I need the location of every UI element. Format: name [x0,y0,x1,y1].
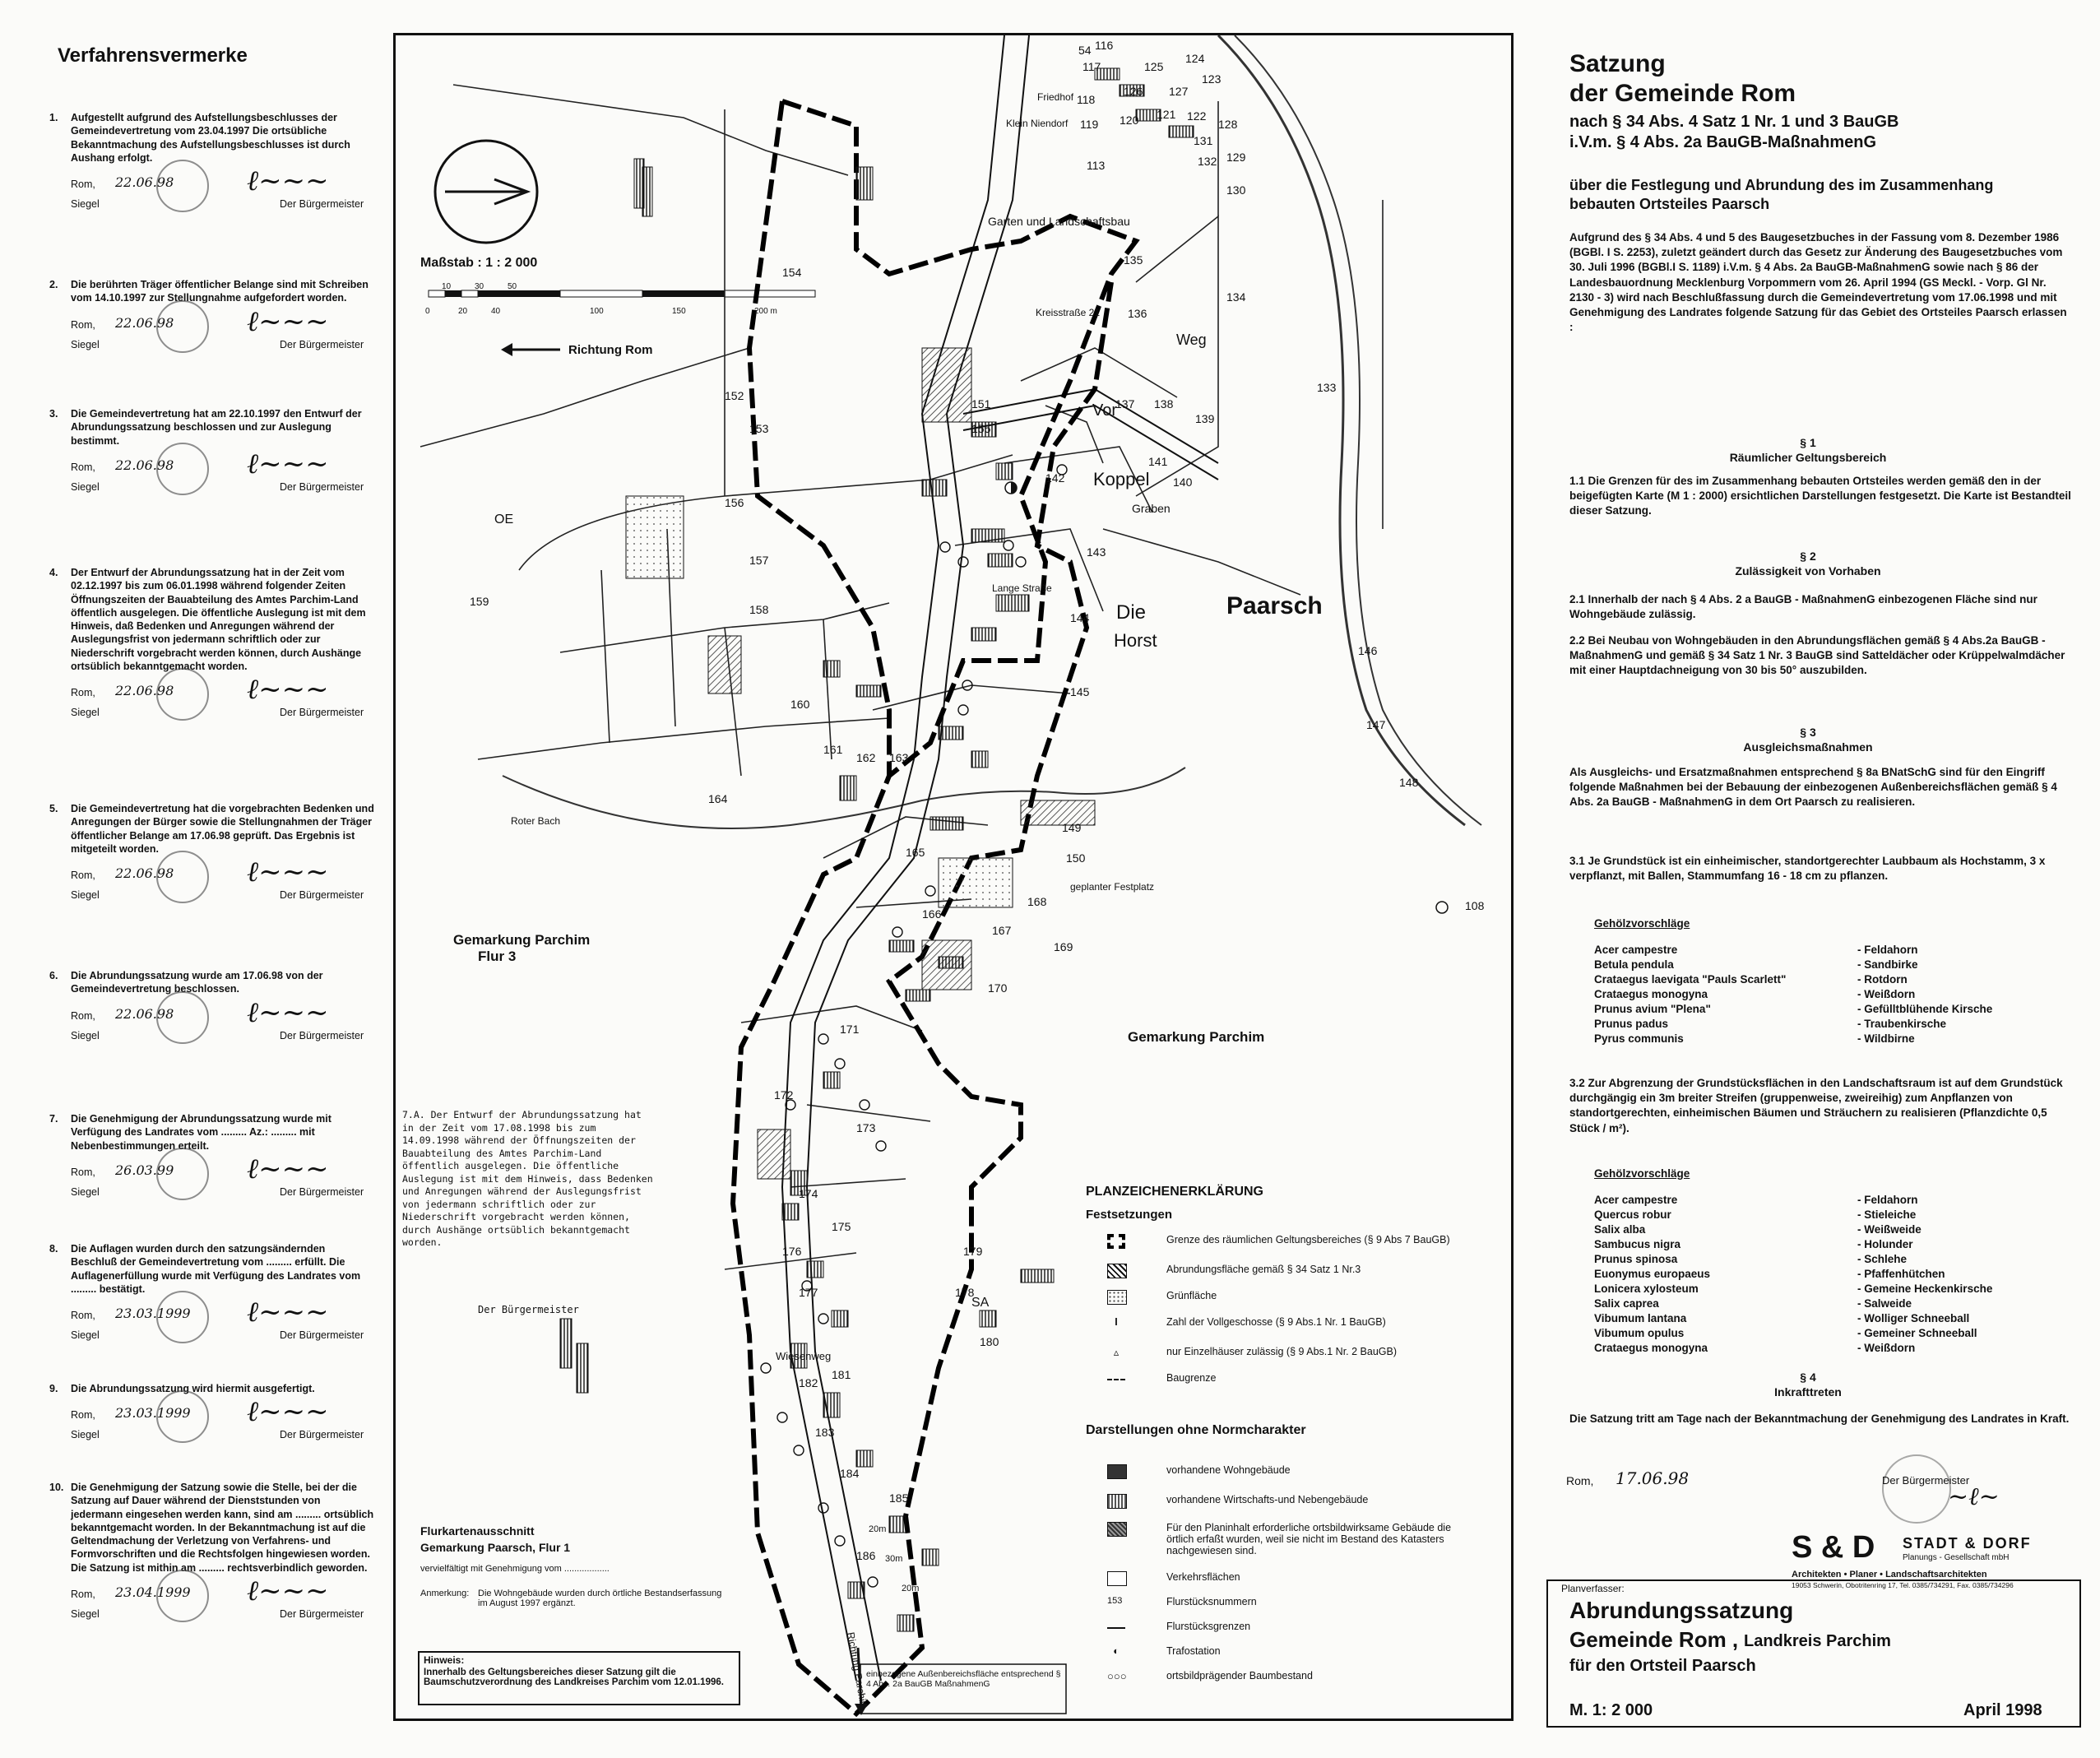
building [939,957,963,968]
tree [958,557,968,567]
note-7a: 7.A. Der Entwurf der Abrundungssatzung hat in der Zeit vom 17.08.1998 bis zum 14.09.1998 während der Öffnungszeiten der Bauabteilung des Amtes Parchim-Land öffentlich ausgelegen. Die öffentliche Auslegung ist mit dem Hinweis, dass Bedenken und Anregungen während der Auslegungsfrist von jedermann schriftlich oder zur Niederschrift vorgebracht werden können, durch Aushänge ortsüblich bekanntgemacht worden. [402,1109,653,1249]
siegel-stamp-icon [156,443,209,495]
tree [876,1141,886,1151]
parcel-number: 118 [1077,93,1096,106]
place-label: Garten und Landschaftsbau [988,215,1130,228]
village-label: Paarsch [1226,592,1323,619]
signature-icon: ℓ~~~ [247,165,329,197]
tree [777,1412,787,1422]
signature-block: Rom, 22.06.98 Siegel ℓ~~~ Der Bürgermeister [49,860,374,893]
parcel-number: 144 [1070,611,1090,624]
signature-icon: ℓ~~~ [247,1574,329,1607]
place-label: Horst [1114,630,1157,651]
preamble: Aufgrund des § 34 Abs. 4 und 5 des Baugesetzbuches in der Fassung vom 8. Dezember 1986 (BGBl. I S. 2253), zuletzt geändert durch das Gesetz zur Änderung des Baugesetzbuches vom 30. Juli 1996 (BGBl.I S. 1189) i.V.m. § 4 Abs. 2a BauGB-MaßnahmenG sowie nach § 86 der Landesbauordnung Mecklenburg Vorpommern vom 26. April 1994 (GS Meckl. - Vorp. Gl Nr. 2130 - 3) wird nach Beschlußfassung durch die Gemeindevertretung vom 17.06.1998 und mit Genehmigung des Landrates folgende Satzung für das Gebiet des Ortsteiles Paarsch erlassen : [1569,231,2067,334]
legend-symbol-icon [1107,1627,1125,1629]
parcel-number: 154 [782,266,802,279]
abrundungsflaeche [922,348,971,422]
richtung-rom-arrow-icon [501,343,560,356]
parcel-number: 174 [799,1187,818,1200]
parcel-number: 177 [799,1286,818,1299]
tree [892,927,902,937]
parcel-number: 150 [1066,851,1086,865]
parcel-number: 178 [955,1286,975,1299]
place-label: Friedhof [1037,91,1074,103]
signature-block: Rom, 22.06.98 Siegel ℓ~~~ Der Bürgermeister [49,1001,374,1034]
parcel-number: 117 [1082,60,1101,73]
parcel-number: 134 [1226,290,1246,304]
plant-row: Prunus spinosa - Schlehe [1594,1253,1908,1265]
vermerk-item: 6. Die Abrundungssatzung wurde am 17.06.98 von der Gemeindevertretung beschlossen. Rom, 22.06.98 Siegel ℓ~~~ Der Bürgermeister [49,969,374,1034]
vermerk-item: 4. Der Entwurf der Abrundungssatzung hat in der Zeit vom 02.12.1997 bis zum 06.01.1998 während folgender Zeiten Öffnungszeiten der Bauabteilung des Amtes Parchim-Land öffentlich ausgelegen. Die öffentliche Auslegung ist mit dem Hinweis, daß Bedenken und Anregungen während der Auslegungsfrist von jedermann schriftlich oder zur Niederschrift vorgebracht werden können, durch Aushänge ortsüblich bekanntgemacht worden. Rom, 22.06.98 Siegel ℓ~~~ Der Bürgermeister [49,566,374,711]
signature-block: Rom, 22.06.98 Siegel ℓ~~~ Der Bürgermeister [49,169,374,202]
signature-icon: ℓ~~~ [247,856,329,888]
vermerk-date: 23.04.1999 [115,1584,191,1600]
parcel-number: 171 [840,1023,860,1036]
einbezogen-note: einbezogene Außenbereichsfläche entsprechend § 4 Abs. 2a BauGB MaßnahmenG [866,1669,1061,1689]
legend-symbol-icon [1107,1494,1127,1509]
title-box: Abrundungssatzung Gemeinde Rom , Landkreis Parchim für den Ortsteil Paarsch M. 1: 2 000 April 1998 [1546,1579,2081,1728]
building [856,1450,873,1467]
parcel-number: 143 [1087,545,1106,559]
building [856,167,873,200]
parcel-number: 173 [856,1121,876,1134]
building [642,167,652,216]
signature-icon: ℓ~~~ [247,447,329,480]
flurkarte-title: Flurkartenausschnitt [420,1524,535,1538]
parcel-number: 168 [1027,895,1047,908]
buildings-group [560,68,1194,1631]
road-east-line [1218,35,1465,825]
building [848,1582,865,1598]
parcel-number: 130 [1226,183,1246,197]
signature-icon: ~ℓ~ [1948,1482,2000,1511]
scale-tick-label: 0 [425,307,430,316]
signature-block: Rom, 26.03.99 Siegel ℓ~~~ Der Bürgermeister [49,1157,374,1190]
legend-symbol-icon [1107,1571,1127,1586]
parcel-number: 169 [1054,940,1073,953]
plant-row: Sambucus nigra - Holunder [1594,1238,1913,1250]
plant-row: Pyrus communis - Wildbirne [1594,1032,1915,1045]
parcel-number: 162 [856,751,876,764]
north-arrow-icon [435,141,537,243]
building [577,1343,588,1393]
scale-tick-label: 20 [458,307,468,316]
parcel-number: 108 [1465,899,1485,912]
vermerk-item: 1. Aufgestellt aufgrund des Aufstellungsbeschlusses der Gemeindevertretung vom 23.04.1997 Die ortsübliche Bekanntmachung des Aufstellungsbeschlusses ist durch Aushang erfolgt. Rom, 22.06.98 Siegel ℓ~~~ Der Bürgermeister [49,111,374,202]
place-label: Die [1116,601,1147,624]
signature-icon: ℓ~~~ [247,1395,329,1429]
tree [1004,540,1013,550]
gemarkung-label-2: Gemarkung Parchim [1128,1029,1265,1045]
scale-tick-label: 10 [442,282,452,291]
legend-symbol-icon: ◐ [1113,1645,1120,1657]
parcel-number: 185 [889,1491,909,1505]
parcel-number: 142 [1045,471,1065,485]
siegel-stamp-icon [156,1291,209,1343]
parcel-number: 184 [840,1467,860,1480]
plant-row: Lonicera xylosteum - Gemeine Heckenkirsche [1594,1283,1993,1295]
siegel-stamp-icon [156,1148,209,1200]
building [922,1549,939,1566]
place-label: OE [494,513,514,526]
vermerk-date: 22.06.98 [115,1005,174,1022]
parcel-number: 127 [1169,85,1189,98]
vermerk-date: 22.06.98 [115,865,174,881]
parcel-number: 123 [1202,72,1222,86]
plant-row: Salix alba - Weißweide [1594,1223,1922,1236]
building [1021,1269,1054,1283]
signature-block: Rom, 22.06.98 Siegel ℓ~~~ Der Bürgermeister [49,310,374,343]
parcel-number: 181 [832,1368,851,1381]
plant-row: Crataegus monogyna - Weißdorn [1594,988,1916,1000]
parcel-number: 153 [749,422,769,435]
parcel-number: 155 [971,422,991,435]
box-title: Abrundungssatzung [1569,1598,1794,1623]
parcel-number: 148 [1399,776,1419,789]
scale-tick-label: 40 [491,307,501,316]
siegel-stamp-icon [156,991,209,1044]
place-label: Vor [1092,401,1118,420]
plant-row: Betula pendula - Sandbirke [1594,958,1918,971]
scale-tick-label: 150 [672,307,686,316]
vermerk-date: 22.06.98 [115,683,174,698]
verfahrensvermerke-column [33,33,374,1719]
vermerk-item: 5. Die Gemeindevertretung hat die vorgebrachten Bedenken und Anregungen der Bürger sowie die Stellungnahmen der Träger öffentlicher Belange am 17.06.98 geprüft. Das Ergebnis ist mitgeteilt worden. Rom, 22.06.98 Siegel ℓ~~~ Der Bürgermeister [49,802,374,893]
building [832,1310,848,1327]
parcel-number: 176 [782,1245,802,1258]
legend-symbol-icon: I [1115,1316,1118,1328]
parcel-number: 158 [749,603,769,616]
parcel-number: 145 [1070,685,1090,698]
parcel-number: 152 [725,389,744,402]
building [939,726,963,740]
parcel-number: 129 [1226,151,1246,164]
vermerk-date: 22.06.98 [115,174,174,190]
parcel-number: 135 [1124,253,1143,267]
plant-row: Prunus padus - Traubenkirsche [1594,1018,1947,1030]
plant-row: Crataegus monogyna - Weißdorn [1594,1342,1916,1354]
parcel-number: 122 [1187,109,1207,123]
trees-group [761,465,1067,1587]
scale-tick-label: 50 [508,282,517,291]
place-label: Kreisstraße 21 [1036,307,1101,318]
box-scale: M. 1: 2 000 [1569,1701,1653,1719]
parcel-number: 120 [1120,114,1139,127]
parcel-number: 186 [856,1549,876,1562]
parcel-number: 163 [889,751,909,764]
legend-symbol-icon: ▵ [1113,1347,1120,1358]
parcel-number: 182 [799,1376,818,1389]
parcel-number: 125 [1144,60,1164,73]
parcel-number: 133 [1317,381,1337,394]
plant-row: Crataegus laevigata "Pauls Scarlett" - Rotdorn [1594,973,1908,986]
building [823,1072,840,1088]
plant-row: Acer campestre - Feldahorn [1594,1194,1918,1206]
verfahrensvermerke-title: Verfahrensvermerke [58,44,248,67]
signature-block: Rom, 22.06.98 Siegel ℓ~~~ Der Bürgermeister [49,452,374,485]
satzung-date: 17.06.98 [1616,1468,1690,1488]
tree [794,1445,804,1455]
place-label: Weg [1176,332,1207,348]
parcel-number: 119 [1080,118,1099,131]
parcel-number: 167 [992,924,1012,937]
dimension-label: 30m [885,1554,903,1564]
building [980,1310,996,1327]
building [889,940,914,952]
place-label: Wiesenweg [776,1350,832,1362]
vermerk-item: 8. Die Auflagen wurden durch den satzungsändernden Beschluß der Gemeindevertretung vom ......... erfüllt. Die Auflagenerfüllung wurde mit Verfügung des Landrates vom ......... bestätigt. Rom, 23.03.1999 Siegel ℓ~~~ Der Bürgermeister [49,1242,374,1334]
plants-list-2 [1594,1193,1992,1356]
parcel-number: 138 [1154,397,1174,411]
vermerk-item: 9. Die Abrundungssatzung wird hiermit ausgefertigt. Rom, 23.03.1999 Siegel ℓ~~~ Der Bürgermeister [49,1382,374,1433]
tree [940,542,950,552]
parcel-boundaries [420,85,1386,1269]
parcel-number: 179 [963,1245,983,1258]
parcel-number: 131 [1194,134,1213,147]
place-label: Koppel [1093,469,1150,489]
legend-symbol-icon [1107,1522,1127,1537]
parcel-number: 147 [1366,718,1386,731]
parcel-number: 166 [922,907,942,921]
vermerk-item: 7. Die Genehmigung der Abrundungssatzung wurde mit Verfügung des Landrates vom ......... Az.: ......... mit Nebenbestimmungen erteilt. Rom, 26.03.99 Siegel ℓ~~~ Der Bürgermeister [49,1112,374,1190]
legend-symbol-icon [1107,1464,1127,1479]
building [782,1204,799,1220]
vermerk-date: 23.03.1999 [115,1405,191,1422]
signature-block: Rom, 23.03.1999 Siegel ℓ~~~ Der Bürgermeister [49,1400,374,1433]
parcel-number: 132 [1198,155,1217,168]
vermerk-date: 23.03.1999 [115,1306,191,1321]
dimension-label: 20m [902,1584,920,1593]
parcel-number: 137 [1115,397,1135,411]
dimension-label: 20m [869,1524,887,1534]
legend-symbol-icon: ○○○ [1107,1670,1127,1682]
plant-row: Prunus avium "Plena" - Gefülltblühende Kirsche [1594,1003,1993,1015]
building [1169,126,1194,137]
gruenflaeche [939,858,1013,907]
building [823,661,840,677]
parcel-number: 146 [1358,644,1378,657]
parcel-number: 160 [790,698,810,711]
parcel-number: 149 [1062,821,1082,834]
parcel-number: 139 [1195,412,1215,425]
tree [925,886,935,896]
vermerk-date: 22.06.98 [115,314,174,331]
vermerk-date: 26.03.99 [115,1162,174,1178]
place-label: Roter Bach [511,815,561,827]
parcel-number: 170 [988,981,1008,995]
siegel-stamp-icon [156,160,209,212]
place-label: Klein Niendorf [1006,118,1069,129]
trafostation-icon [1005,482,1017,494]
parcel-number: 165 [906,846,925,859]
plant-row: Quercus robur - Stieleiche [1594,1208,1917,1221]
tree [958,705,968,715]
building [856,685,881,697]
satzung-column: Satzung der Gemeinde Rom nach § 34 Abs. 4 Satz 1 Nr. 1 und 3 BauGB i.V.m. § 4 Abs. 2a BauGB-MaßnahmenG über die Festlegung und Abrundung des im Zusammenhang bebauten Ortsteiles Paarsch Aufgrund des § 34 Abs. 4 und 5 des Baugesetzbuches in der Fassung vom 8. Dezember 1986 (BGBl. I S. 2253), zuletzt geändert durch das Gesetz zur Änderung des Baugesetzbuches vom 30. Juli 1996 (BGBl.I S. 1189) i.V.m. § 4 Abs. 2a BauGB-MaßnahmenG sowie nach § 86 der Landesbauordnung Mecklenburg Vorpommern vom 26. April 1994 (GS Meckl. - Vorp. Gl Nr. 2130 - 3) wird nach Beschlußfassung durch die Gemeindevertretung vom 17.06.1998 und mit Genehmigung des Landrates folgende Satzung für das Gebiet des Ortsteiles Paarsch erlassen : § 1 Räumlicher Geltungsbereich 1.1 Die Grenzen für des im Zusammenhang bebauten Ortsteiles werden gemäß den in der beigefügten Karte (M 1 : 2000) ersichtlichen Darstellungen festgesetzt. Die Karte ist Bestandteil dieser Satzung. § 2 Zulässigkeit von Vorhaben 2.1 Innerhalb der nach § 4 Abs. 2 a BauGB - MaßnahmenG einbezogenen Fläche sind nur Wohngebäude zulässig. 2.2 Bei Neubau von Wohngebäuden in den Abrundungsflächen gemäß § 4 Abs.2a BauGB - MaßnahmenG und gemäß § 34 Satz 1 Nr. 3 BauGB sind Satteldächer oder Krüppelwalmdächer mit einer Hauptdachneigung von 30 bis 50° auszubilden. § 3 Ausgleichsmaßnahmen Als Ausgleichs- und Ersatzmaßnahmen entsprechend § 8a BNatSchG sind für den Eingriff folgende Maßnahmen bei der Bebauung der einbezogenen Außenbereichsflächen gemäß § 4 Abs. 2a BauGB - MaßnahmenG in dem Ort Paarsch zu realisieren. 3.1 Je Grundstück ist ein einheimischer, standortgerechter Laubbaum als Hochstamm, 3 x verpflanzt, mit Ballen, Stammumfang 16 - 18 cm zu pflanzen. Gehölzvorschläge Acer campestre - Feldahorn Betula pendula - Sandbirke Crataegus laevigata "Pauls Scarlett" - Rotdorn Crataegus monogyna - Weißdorn Prunus avium "Plena" - Gefülltblühende Kirsche Prunus padus - Traubenkirsche Pyrus communis - Wildbirne 3.2 Zur Abgrenzung der Grundstücksflächen in den Landschaftsraum ist auf dem Grundstück durchgängig ein 3m breiter Streifen (gruppenweise, zweireihig) zum Anpflanzen von standortgerechten, einheimischen Bäumen und Sträuchern zu realisieren (Pflanzdichte 0,5 Stück / m²). Gehölzvorschläge Acer campestre - Feldahorn Quercus robur - Stieleiche Salix alba - Weißweide Sambucus nigra - Holunder Prunus spinosa - Schlehe Euonymus europaeus - Pfaffenhütchen Lonicera xylosteum - Gemeine Heckenkirsche Salix caprea - Salweide Vibumum lantana - Wolliger Schneeball Vibumum opulus - Gemeiner Schneeball Crataegus monogyna - Weißdorn § 4 Inkrafttreten Die Satzung tritt am Tage nach der Bekanntmachung der Genehmigung des Landrates in Kraft. Rom, 17.06.98 Der Bürgermeister ~ℓ~ S & D STADT & DORF Planungs - Gesellschaft mbH Architekten • Planer • Landschaftsarchitekten 19053 Schwerin, Obotritenring 17, Tel. 0385/734291, Fax. 0385/734296 Planverfasser: [1561,50,2071,1594]
parcel-number: 136 [1128,307,1147,320]
scale-label: Maßstab : 1 : 2 000 [420,256,538,270]
plant-row: Vibumum lantana - Wolliger Schneeball [1594,1312,1970,1324]
gemarkung-label-1: Gemarkung Parchim [453,932,591,948]
tree [835,1059,845,1069]
signature-block: Rom, 23.03.1999 Siegel ℓ~~~ Der Bürgermeister [49,1301,374,1334]
building [840,776,856,800]
building [922,480,947,496]
parcel-number: 156 [725,496,744,509]
signature-icon: ℓ~~~ [247,995,329,1029]
place-label: Graben [1132,502,1171,515]
parcel-number: 175 [832,1220,851,1233]
richtung-parchim-label: Richtung Parchim [845,1631,870,1710]
hinweis-title: Hinweis: [424,1654,465,1666]
tree [868,1577,878,1587]
plant-row: Euonymus europaeus - Pfaffenhütchen [1594,1268,1945,1280]
parcel-number: 126 [1124,85,1143,98]
legend-symbol-icon [1107,1264,1127,1278]
parcel-number: 164 [708,792,728,805]
legend-symbol-icon: 153 [1107,1596,1123,1606]
parcel-number: 157 [749,554,769,567]
building [971,529,1004,542]
signature-icon: ℓ~~~ [247,673,329,706]
parcel-number: 141 [1148,455,1168,468]
parcel-number: 124 [1185,52,1205,65]
legend-symbol-icon [1107,1290,1127,1305]
scale-tick-label: 30 [475,282,484,291]
place-label: SA [971,1296,990,1310]
building [560,1319,572,1368]
plant-row: Vibumum opulus - Gemeiner Schneeball [1594,1327,1977,1339]
building [823,1393,840,1417]
siegel-stamp-icon [156,851,209,903]
satzung-title: Satzung der Gemeinde Rom [1569,50,1796,107]
building [930,817,963,830]
sd-logo: S & D [1792,1530,1875,1565]
signature-icon: ℓ~~~ [247,1152,329,1185]
parcel-number: 121 [1157,108,1176,121]
richtung-rom-label: Richtung Rom [568,343,653,357]
building [889,1516,906,1533]
tree [818,1034,828,1044]
parcel-number: 161 [823,743,843,756]
place-label: Lange Straße [992,582,1052,594]
parcel-number: 54 [1078,44,1092,57]
vermerk-item: 2. Die berührten Träger öffentlicher Belange sind mit Schreiben vom 14.10.1997 zur Stellungnahme aufgefordert worden. Rom, 22.06.98 Siegel ℓ~~~ Der Bürgermeister [49,278,374,343]
signature-icon: ℓ~~~ [247,1296,329,1329]
parcel-number: 180 [980,1335,999,1348]
building [971,751,988,768]
building [971,628,996,641]
parcel-number: 172 [774,1088,794,1102]
vermerk-item: 10. Die Genehmigung der Satzung sowie die Stelle, bei der die Satzung auf Dauer während der Dienststunden von jedermann eingesehen werden kann, sind am ......... ortsüblich bekanntgemacht worden. In der Bekanntmachung ist auf die Geltendmachung der Verletzung von Verfahrens- und Formvorschriften und die Rechtsfolgen hingewiesen worden. Die Satzung ist mithin am ......... rechtsverbindlich geworden. Rom, 23.04.1999 Siegel ℓ~~~ Der Bürgermeister [49,1481,374,1612]
box-date: April 1998 [1963,1701,2042,1719]
siegel-stamp-icon [156,668,209,721]
plant-row: Acer campestre - Feldahorn [1594,944,1918,956]
tree [835,1536,845,1546]
parcel-number: 159 [470,595,489,608]
building [807,1261,823,1278]
place-label: geplanter Festplatz [1070,881,1155,893]
tree [1016,557,1026,567]
signature-block: Rom, 22.06.98 Siegel ℓ~~~ Der Bürgermeister [49,678,374,711]
siegel-stamp-icon [156,300,209,353]
parcel-number: 183 [815,1426,835,1439]
tree [761,1363,771,1373]
building [988,554,1013,567]
parcel-number: 128 [1218,118,1238,131]
parcel-number: 151 [971,397,991,411]
plants-list-1 [1594,943,1992,1046]
signature-block: Rom, 23.04.1999 Siegel ℓ~~~ Der Bürgermeister [49,1579,374,1612]
gemeinde-seal-icon [1882,1454,1951,1524]
siegel-stamp-icon [156,1390,209,1443]
plant-row: Salix caprea - Salweide [1594,1297,1912,1310]
scale-tick-label: 200 m [754,307,777,316]
siegel-stamp-icon [156,1570,209,1622]
vermerk-item: 3. Die Gemeindevertretung hat am 22.10.1997 den Entwurf der Abrundungssatzung beschlossen und zur Auslegung bestimmt. Rom, 22.06.98 Siegel ℓ~~~ Der Bürgermeister [49,407,374,485]
building [906,990,930,1001]
legend-symbol-icon [1107,1379,1125,1380]
building [996,463,1013,480]
cadastral-map [396,35,1511,1719]
tree [860,1100,869,1110]
map-frame: Maßstab : 1 : 2 000 0 10 20 30 40 50 100 150 200 m Richtung Rom Paarsch Gemarkung Parchim Flur 3 Gemarkung Parchim Die Horst Vor Koppel Weg Graben Friedhof Garten und Landschaftsbau Roter Bach geplanter Festplatz Wiesenweg OE Lange Straße Klein Niendorf Kreisstraße 21 SA Richtung Parchim 20m 30m 20m 113 116 117 118 119 120 121 122 123 124 125 126 127 128 129 130 131 132 133 134 135 136 137 138 139 140 141 142 143 144 145 146 147 148 149 150 151 152 153 154 155 156 157 158 159 160 161 162 163 164 165 166 167 168 169 170 171 172 173 174 175 176 177 178 179 180 181 182 183 184 185 186 108 54 7.A. Der Entwurf der Abrundungssatzung hat in der Zeit vom 17.08.1998 bis zum 14.09.1998 während der Öffnungszeiten der Bauabteilung des Amtes Parchim-Land öffentlich ausgelegen. Die öffentliche Auslegung ist mit dem Hinweis, dass Bedenken und Anregungen während der Auslegungsfrist von jedermann schriftlich oder zur Niederschrift vorgebracht werden können, durch Aushänge ortsüblich bekanntgemacht worden. Der Bürgermeister Flurkartenausschnitt Gemarkung Paarsch, Flur 1 vervielfältigt mit Genehmigung vom .................. Anmerkung: Die Wohngebäude wurden durch örtliche Bestandserfassung im August 1997 ergänzt. Hinweis: Innerhalb des Geltungsbereiches dieser Satzung gilt die Baumschutzverordnung des Landkreises Parchim vom 12.01.1996. einbezogene Außenbereichsfläche entsprechend § 4 Abs. 2a BauGB MaßnahmenG [393,33,1514,1721]
tree [818,1314,828,1324]
signature-icon: ℓ~~~ [247,304,329,338]
parcel-number: 140 [1173,475,1193,489]
parcel-number: 116 [1095,39,1114,52]
building [897,1615,914,1631]
scale-tick-label: 100 [590,307,604,316]
legend-symbol-icon [1107,1234,1125,1249]
tree [818,1503,828,1513]
parcel-number: 113 [1087,159,1106,172]
building [996,595,1029,611]
vermerk-date: 22.06.98 [115,457,174,473]
